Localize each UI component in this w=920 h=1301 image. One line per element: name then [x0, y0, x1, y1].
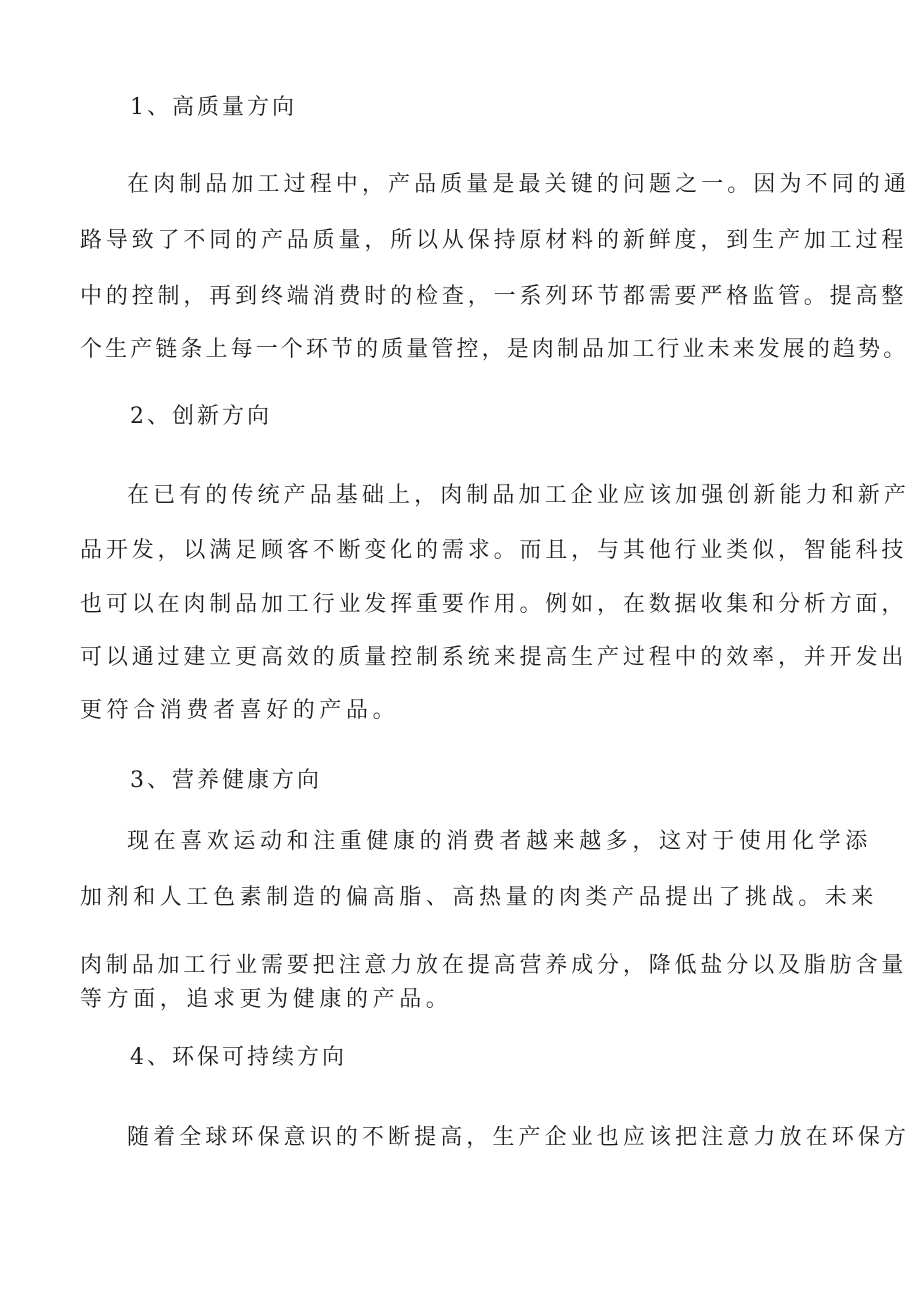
section-2-line-3: 也可以在肉制品加工行业发挥重要作用。例如，在数据收集和分析方面， — [80, 592, 908, 617]
section-2-line-2: 品开发，以满足顾客不断变化的需求。而且，与其他行业类似，智能科技 — [80, 538, 908, 563]
section-2-line-1: 在已有的传统产品基础上，肉制品加工企业应该加强创新能力和新产 — [127, 483, 911, 508]
section-4-heading: 4、环保可持续方向 — [130, 1045, 347, 1070]
section-1-line-3: 中的控制，再到终端消费时的检查，一系列环节都需要严格监管。提高整 — [80, 284, 908, 309]
section-3-line-1: 现在喜欢运动和注重健康的消费者越来越多，这对于使用化学添 — [127, 829, 872, 854]
section-2-line-5: 更符合消费者喜好的产品。 — [80, 698, 400, 723]
section-1-line-1: 在肉制品加工过程中，产品质量是最关键的问题之一。因为不同的通 — [127, 172, 911, 197]
section-3-line-4: 等方面，追求更为健康的产品。 — [80, 987, 453, 1012]
section-1-heading: 1、高质量方向 — [130, 95, 297, 120]
section-2-line-4: 可以通过建立更高效的质量控制系统来提高生产过程中的效率，并开发出 — [80, 645, 908, 670]
section-2-heading: 2、创新方向 — [130, 404, 272, 429]
section-3-heading: 3、营养健康方向 — [130, 768, 322, 793]
section-1-line-4: 个生产链条上每一个环节的质量管控，是肉制品加工行业未来发展的趋势。 — [80, 337, 909, 362]
section-3-line-2: 加剂和人工色素制造的偏高脂、高热量的肉类产品提出了挑战。未来 — [80, 885, 879, 910]
section-3-line-3: 肉制品加工行业需要把注意力放在提高营养成分，降低盐分以及脂肪含量 — [80, 953, 908, 978]
section-4-line-1: 随着全球环保意识的不断提高，生产企业也应该把注意力放在环保方 — [127, 1125, 911, 1150]
section-1-line-2: 路导致了不同的产品质量，所以从保持原材料的新鲜度，到生产加工过程 — [80, 228, 908, 253]
